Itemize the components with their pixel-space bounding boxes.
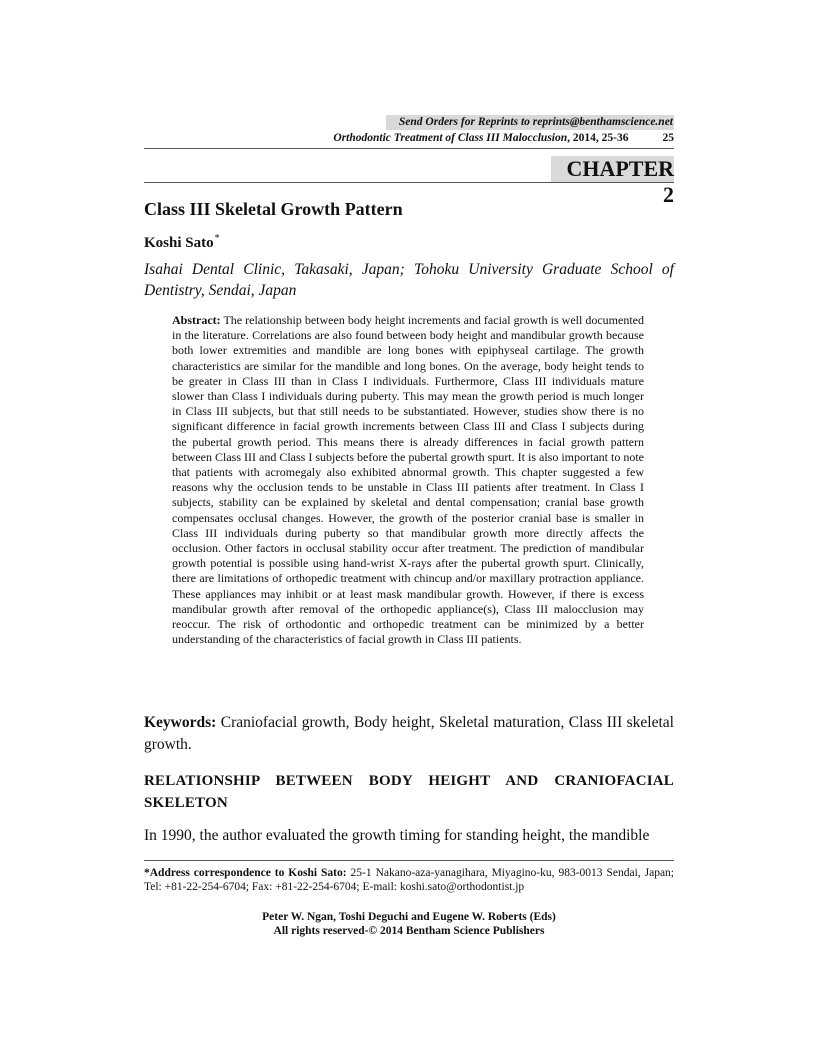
affiliation: Isahai Dental Clinic, Takasaki, Japan; Tohoku University Graduate School of Dentistry, Sendai, Japan bbox=[144, 261, 674, 299]
correspondence-footnote bbox=[144, 866, 674, 894]
page-number: 25 bbox=[662, 132, 674, 144]
rights-line: All rights reserved-© 2014 Bentham Science Publishers bbox=[273, 925, 545, 937]
chapter-label: CHAPTER 2 bbox=[551, 156, 674, 182]
keywords bbox=[144, 712, 674, 756]
reprint-notice-text: Send Orders for Reprints to reprints@benthamscience.net bbox=[398, 116, 673, 128]
author-line bbox=[144, 229, 220, 253]
chapter-title: Class III Skeletal Growth Pattern bbox=[144, 199, 403, 219]
chapter-divider bbox=[144, 182, 674, 183]
footnote-label: *Address correspondence to Koshi Sato: bbox=[144, 867, 347, 879]
section-heading: RELATIONSHIP BETWEEN BODY HEIGHT AND CRANIOFACIAL SKELETON bbox=[144, 773, 674, 811]
author-name: Koshi Sato bbox=[144, 235, 214, 251]
header-divider bbox=[144, 148, 674, 149]
reprint-notice bbox=[386, 115, 674, 130]
abstract bbox=[172, 313, 644, 647]
body-paragraph: In 1990, the author evaluated the growth timing for standing height, the mandible bbox=[144, 827, 650, 844]
book-citation: , 2014, 25-36 bbox=[567, 132, 629, 144]
abstract-label: Abstract: bbox=[172, 313, 221, 327]
publisher-info bbox=[144, 910, 674, 938]
footnote-text: 25-1 Nakano-aza-yanagihara, Miyagino-ku, 983-0013 Sendai, Japan; Tel: +81-22-254-6704; Fax: +81-22-254-6704; E-mail: koshi.sato@orthodontist.jp bbox=[144, 867, 674, 893]
correspondence-mark: * bbox=[214, 233, 220, 244]
abstract-text: The relationship between body height increments and facial growth is well documented in the literature. Correlations are also found between body height and mandibular growth because both lower extremities and mandible are long bones with epiphyseal cartilage. The growth characteristics are similar for the mandible and long bones. On the average, body height tends to be greater in Class III than in Class I individuals. Furthermore, Class III individuals mature slower than Class I individuals during puberty. This may mean the growth period is much longer in Class III subjects, but that still needs to be substantiated. However, studies show there is no significant difference in facial growth increments between Class III and Class I subjects during the pubertal growth period. This means there is already differences in facial growth pattern between Class III and Class I subjects before the pubertal growth spurt. It is also important to note that patients with acromegaly also exhibited abnormal growth. This chapter suggested a few reasons why the occlusion tends to be unstable in Class III patients after treatment. In Class I subjects, stability can be explained by skeletal and dental compensation; cranial base growth compensates occlusal changes. However, the growth of the posterior cranial base is smaller in Class III individuals during puberty so that mandibular growth more directly affects the occlusion. Other factors in occlusal stability occur after treatment. The prediction of mandibular growth potential is possible using hand-wrist X-rays after the pubertal growth spurt. Clinically, there are limitations of orthopedic treatment with chincup and/or maxillary protraction appliance. These appliances may inhibit or at least mask mandibular growth. However, if there is excess mandibular growth after removal of the orthopedic appliance(s), Class III malocclusion may reoccur. The risk of orthodontic and orthopedic treatment can be minimized by a better understanding of the characteristics of facial growth in Class III patients. bbox=[172, 313, 644, 647]
editors-line: Peter W. Ngan, Toshi Deguchi and Eugene W. Roberts (Eds) bbox=[262, 911, 556, 923]
book-title: Orthodontic Treatment of Class III Malocclusion bbox=[333, 132, 568, 144]
keywords-text: Craniofacial growth, Body height, Skeletal maturation, Class III skeletal growth. bbox=[144, 714, 674, 753]
footnote-divider bbox=[144, 860, 674, 861]
running-head bbox=[144, 131, 674, 146]
keywords-label: Keywords: bbox=[144, 714, 217, 731]
